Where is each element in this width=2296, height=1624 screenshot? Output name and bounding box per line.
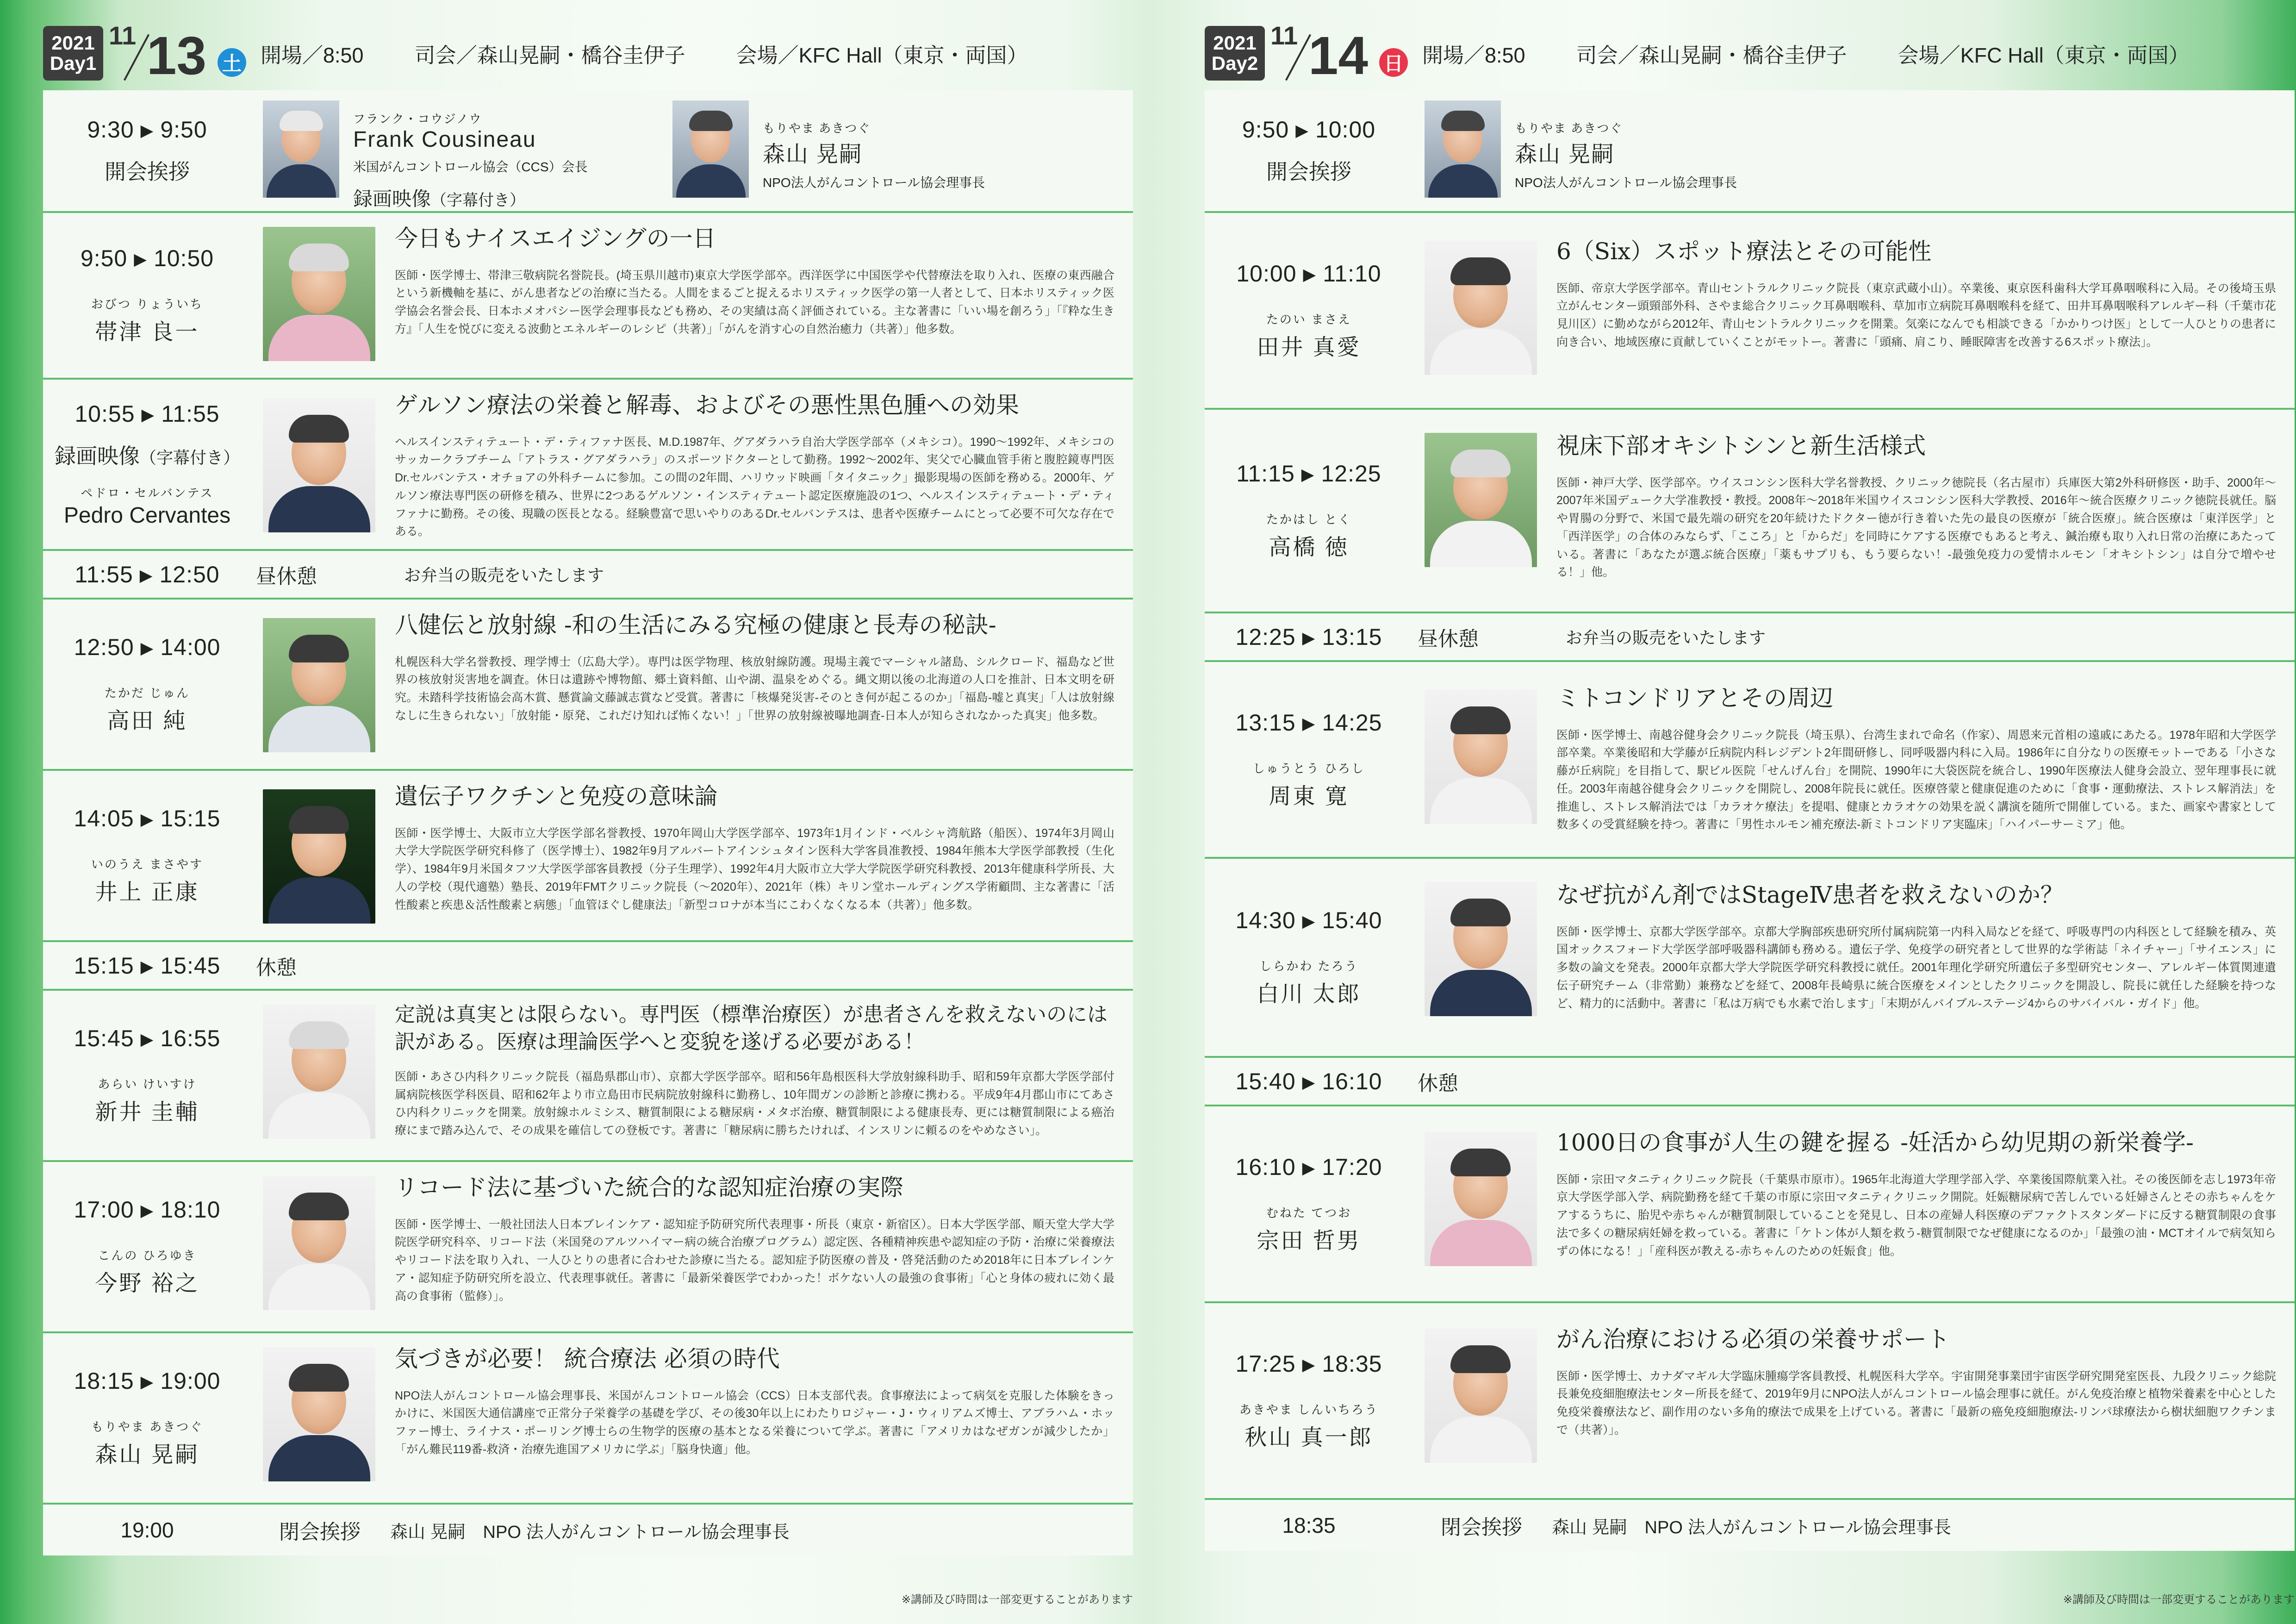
time-column bbox=[1205, 662, 1413, 857]
break-row bbox=[1205, 1058, 2295, 1106]
session-title: ミトコンドリアとその周辺 bbox=[1556, 685, 1833, 712]
break-note: お弁当の販売をいたします bbox=[1566, 628, 1766, 647]
speaker-ruby: こんの ひろゆき bbox=[98, 1249, 197, 1262]
day1-venue: 会場／KFC Hall（東京・両国） bbox=[736, 43, 1028, 67]
time-column bbox=[43, 1333, 251, 1503]
speaker-ruby: むねた てつお bbox=[1266, 1206, 1352, 1220]
speaker-name: 井上 正康 bbox=[95, 880, 199, 905]
day1-label: Day1 bbox=[50, 52, 97, 74]
speaker-photo bbox=[1425, 1329, 1537, 1463]
speaker-ruby: たかはし とく bbox=[1266, 512, 1352, 526]
closing-row bbox=[43, 1505, 1133, 1555]
time-column bbox=[1205, 1303, 1413, 1498]
break-label: 休憩 bbox=[1418, 1072, 1458, 1095]
time-range: 16:10 ▶ 17:20 bbox=[1235, 1154, 1382, 1180]
session-title: 定説は真実とは限らない。専門医（標準治療医）が患者さんを救えないのには訳がある。医療は理論医学へと変貌を遂げる必要がある！ bbox=[395, 1003, 1108, 1054]
closing-time: 19:00 bbox=[120, 1518, 174, 1542]
day2-schedule bbox=[1205, 0, 2295, 1624]
speaker-bio: 札幌医科大学名誉教授、理学博士（広島大学）。専門は医学物理、核放射線防護。現場主義でマーシャル諸島、シルクロード、福島など世界の核放射災害地を調査。休日は遺跡や博物館、郷土資料館、山や湖、温泉をめぐる。縄文期以後の北海道の人口を推計、日本文明を研究。未踏科学技術協会高木賞、懸賞論文藤誠志賞など受賞。著書に「核爆発災害-そのとき何が起こるのか」「福島-嘘と真実」「人は放射線なしに生きられない」「放射能・原発、これだけ知れば怖くない！」「世界の放射線被曝地調査-日本人が知らされなかった真実」他多数。 bbox=[395, 655, 1114, 722]
speaker-org: NPO法人がんコントロール協会理事長 bbox=[763, 175, 985, 190]
speaker-photo bbox=[263, 227, 375, 361]
change-note: ※講師及び時間は一部変更することがあります bbox=[901, 1593, 1133, 1606]
speaker-name: 今野 裕之 bbox=[95, 1271, 199, 1296]
day2-venue: 会場／KFC Hall（東京・両国） bbox=[1898, 43, 2190, 67]
time-range: 9:50 ▶ 10:50 bbox=[80, 245, 214, 271]
closing-label: 閉会挨拶 bbox=[279, 1521, 361, 1543]
session-title: 気づきが必要！ 統合療法 必須の時代 bbox=[395, 1345, 780, 1372]
day2-badge bbox=[1205, 26, 1265, 81]
speaker-bio: 医師・医学博士、京都大学医学部卒。京都大学胸部疾患研究所付属病院第一内科入局などを経て、呼吸専門の内科医として経験を積み、英国オックスフォード大学医学部呼吸器科講師も務める。遺伝子学、免疫学の研究者として世界的な学術誌「ネイチャー」「サイエンス」に多数の論文を発表。2000年京都大学大学院医学研究科教授に就任。2001年理化学研究所遺伝子多型研究センター、アレルギー体質関連遺伝子研究チーム（非常勤）兼務などを経て、2008年長崎県に統合医療をメインとしたクリニックを開設し、院長に就任した経験を持つなど、精力的に活動中。著書に「私は万病でも水素で治します」「末期がんバイブル-ステージ4からのサバイバル・ガイド」他。 bbox=[1556, 925, 2276, 1010]
session-label: 開会挨拶 bbox=[1266, 159, 1351, 184]
session-content bbox=[1556, 683, 2276, 834]
day1-header bbox=[43, 19, 1133, 88]
speaker-ruby: あらい けいすけ bbox=[98, 1077, 197, 1091]
time-range: 12:25 ▶ 13:15 bbox=[1235, 624, 1382, 650]
closing-time: 18:35 bbox=[1282, 1513, 1336, 1537]
session-content bbox=[1556, 880, 2276, 1012]
speaker-photo bbox=[263, 789, 375, 924]
day2-date bbox=[1270, 19, 1409, 88]
day1-year: 2021 bbox=[51, 31, 95, 54]
time-column bbox=[1205, 90, 1413, 211]
session-content bbox=[395, 610, 1114, 725]
speaker-name: 帯津 良一 bbox=[95, 320, 199, 344]
time-range: 12:50 ▶ 14:00 bbox=[74, 634, 221, 660]
speaker-ruby: フランク・コウジノウ bbox=[353, 112, 482, 126]
time-range: 18:15 ▶ 19:00 bbox=[74, 1368, 221, 1394]
speaker-name: 森山 晃嗣 bbox=[95, 1443, 199, 1467]
speaker-name: Frank Cousineau bbox=[353, 127, 536, 152]
day2-day: 14 bbox=[1308, 25, 1369, 86]
break-row bbox=[1205, 613, 2295, 662]
speaker-photo bbox=[1425, 1132, 1537, 1266]
speaker-photo bbox=[263, 1347, 375, 1481]
session-row bbox=[1205, 410, 2295, 613]
session-row bbox=[43, 1162, 1133, 1333]
time-column bbox=[43, 1162, 251, 1331]
day1-opening-row bbox=[43, 90, 1133, 213]
speaker-name: 森山 晃嗣 bbox=[1515, 142, 1615, 167]
time-range: 14:30 ▶ 15:40 bbox=[1235, 907, 1382, 933]
session-title: ゲルソン療法の栄養と解毒、およびその悪性黒色腫への効果 bbox=[395, 392, 1019, 418]
speaker-name: 周東 寛 bbox=[1269, 784, 1349, 809]
speaker-name: Pedro Cervantes bbox=[63, 503, 231, 528]
session-content bbox=[1556, 1127, 2276, 1260]
speaker-ruby: しゅうとう ひろし bbox=[1252, 761, 1365, 775]
break-label: 昼休憩 bbox=[1418, 627, 1479, 650]
speaker-name: 田井 真愛 bbox=[1257, 335, 1361, 360]
time-column bbox=[1205, 213, 1413, 408]
session-row bbox=[1205, 1106, 2295, 1303]
session-title: がん治療における必須の栄養サポート bbox=[1556, 1326, 1950, 1353]
speaker-ruby: もりやま あきつぐ bbox=[1515, 121, 1623, 135]
session-row bbox=[43, 213, 1133, 380]
session-row bbox=[43, 600, 1133, 771]
session-title: 1000日の食事が人生の鍵を握る -妊活から幼児期の新栄養学- bbox=[1556, 1129, 2194, 1156]
speaker-ruby: もりやま あきつぐ bbox=[91, 1420, 204, 1434]
day1-open-time: 開場／8:50 bbox=[261, 43, 364, 67]
day1-date bbox=[109, 19, 248, 88]
time-range: 13:15 ▶ 14:25 bbox=[1235, 709, 1382, 736]
speaker-ruby: いのうえ まさやす bbox=[91, 857, 204, 871]
time-range: 15:15 ▶ 15:45 bbox=[74, 952, 221, 979]
session-content bbox=[1556, 431, 2276, 581]
speaker-bio: 医師・宗田マタニティクリニック院長（千葉県市原市）。1965年北海道大学理学部入学、卒業後国際航業入社。その後医師を志し1973年帝京大学医学部入学、病院勤務を経て千葉の市原に宗田マタニティクリニック開院。妊娠糖尿病で苦しんでいる妊婦さんとその赤ちゃんをケアするうちに、胎児や赤ちゃんが糖質制限していることを発見し、日本の産婦人科医療のデファクトスタンダードに反する糖質制限の食事法で多くの糖尿病妊婦を救っている。著書に「ケトン体が人類を救う-糖質制限でなぜ健康になるのか」「最強の油・MCTオイルで病気知らずの体になる！」「産科医が教える-赤ちゃんのための妊娠食」他。 bbox=[1556, 1173, 2276, 1258]
closing-row bbox=[1205, 1500, 2295, 1551]
session-content bbox=[395, 1172, 1114, 1305]
speaker-photo bbox=[1425, 433, 1537, 567]
speaker-bio: 医師、帝京大学医学部卒。青山セントラルクリニック院長（東京武蔵小山）。卒業後、東京医科歯科大学耳鼻咽喉科に入局。その後埼玉県立がんセンター頭頸部外科、さやま総合クリニック耳鼻咽喉科、草加市立病院耳鼻咽喉科を経て、田井耳鼻咽喉科アレルギー科（千葉市花見川区）に勤めながら2012年、青山セントラルクリニックを開業。気楽になんでも相談できる「かかりつけ医」として一人ひとりの患者に向き合い、地域医療に貢献していくことがモットー。著書に「頭痛、肩こり、睡眠障害を改善する6スポット療法」。 bbox=[1556, 281, 2276, 349]
speaker-name: 森山 晃嗣 bbox=[763, 142, 863, 167]
speaker-name: 宗田 哲男 bbox=[1257, 1228, 1361, 1253]
session-title: 視床下部オキシトシンと新生活様式 bbox=[1556, 432, 1926, 459]
break-note: お弁当の販売をいたします bbox=[404, 566, 604, 585]
speaker-photo bbox=[263, 1005, 375, 1139]
break-row bbox=[43, 942, 1133, 991]
session-title: なぜ抗がん剤ではStageⅣ患者を救えないのか？ bbox=[1556, 881, 2064, 908]
time-column bbox=[1205, 1106, 1413, 1301]
speaker-bio: 医師・医学博士、南越谷健身会クリニック院長（埼玉県）、台湾生まれで命名（作家）、周恩来元首相の遠戚にあたる。1978年昭和大学医学部卒業。卒業後昭和大学藤が丘病院内科レジデント2年間研修し、同呼吸器内科に入局。1986年に自分なりの医療モットーである「小さな藤が丘病院」を目指して、駅ビル医院「せんげん台」を開院、1990年に大袋医院を統合し、1990年医療法人健身会設立、翌年理事長に就任。2003年南越谷健身会クリニックを開院し、2008年院長に就任。医療啓蒙と健康促進のために「食事・運動療法、ストレス解消法」を推進し、ストレス解消法では「カラオケ療法」を提唱、健康とカラオケの効果を説く講演を随所で開催している。また、画家や書家として数多くの受賞経験を持つ。著書に「男性ホルモン補充療法-新ミトコンドリア実臨床」「ハイパーサーミア」他。 bbox=[1556, 728, 2276, 831]
time-range: 11:55 ▶ 12:50 bbox=[75, 561, 220, 587]
speaker-org: NPO法人がんコントロール協会理事長 bbox=[1515, 175, 1737, 190]
day1-schedule bbox=[43, 0, 1133, 1624]
break-label: 昼休憩 bbox=[256, 565, 317, 588]
change-note: ※講師及び時間は一部変更することがあります bbox=[2063, 1593, 2295, 1606]
day2-year: 2021 bbox=[1213, 31, 1257, 54]
time-column bbox=[1205, 410, 1413, 612]
speaker-name: 白川 太郎 bbox=[1257, 982, 1361, 1006]
speaker-bio: NPO法人がんコントロール協会理事長、米国がんコントロール協会（CCS）日本支部代表。食事療法によって病気を克服した体験をきっかけに、米国医大通信講座で正常分子栄養学の基礎を学び、その後30年以上にわたりロジャー・J・ウィリアムズ博士、アブラハム・ホッファー博士、ライナス・ポーリング博士らの生物学的医療の基本となる栄養について学ぶ。著書に「アメリカはなぜガンが減少したか」「がん難民119番-救済・治療先進国アメリカに学ぶ」「脳身快適」他。 bbox=[395, 1389, 1114, 1456]
time-range: 17:25 ▶ 18:35 bbox=[1235, 1350, 1382, 1377]
session-content bbox=[1556, 1324, 2276, 1439]
break-row bbox=[43, 551, 1133, 600]
speaker-photo bbox=[1425, 100, 1501, 198]
time-range: 15:45 ▶ 16:55 bbox=[74, 1025, 221, 1051]
speaker-name: 新井 圭輔 bbox=[95, 1100, 199, 1124]
speaker-photo bbox=[263, 100, 339, 198]
opening-speaker bbox=[1425, 100, 1737, 198]
session-row bbox=[1205, 213, 2295, 410]
time-column bbox=[1205, 1058, 1413, 1105]
break-info bbox=[251, 551, 604, 598]
session-label: 開会挨拶 bbox=[105, 159, 190, 184]
speaker-ruby: ペドロ・セルバンテス bbox=[81, 486, 214, 500]
session-title: 遺伝子ワクチンと免疫の意味論 bbox=[395, 783, 718, 810]
time-column bbox=[43, 600, 251, 769]
time-range: 14:05 ▶ 15:15 bbox=[74, 806, 221, 831]
time-range: 10:55 ▶ 11:55 bbox=[75, 401, 220, 427]
speaker-ruby: おびつ りょういち bbox=[91, 297, 204, 311]
session-content bbox=[1556, 236, 2276, 351]
day1-month: 11 bbox=[109, 21, 137, 50]
speaker-ruby: たのい まさえ bbox=[1266, 312, 1352, 326]
session-title: 6（Six）スポット療法とその可能性 bbox=[1556, 238, 1932, 265]
closing-label: 閉会挨拶 bbox=[1441, 1516, 1522, 1539]
session-row bbox=[43, 380, 1133, 551]
day2-header bbox=[1205, 19, 2295, 88]
session-row bbox=[1205, 662, 2295, 859]
day2-opening-row bbox=[1205, 90, 2295, 213]
day1-info bbox=[261, 38, 1028, 69]
time-range: 15:40 ▶ 16:10 bbox=[1235, 1068, 1382, 1094]
speaker-bio: 医師・あさひ内科クリニック院長（福島県郡山市）、京都大学医学部卒。昭和56年島根医科大学放射線科助手、昭和59年京都大学医学部付属病院核医学科医員、昭和62年より市立島田市民病院放射線科に勤務し、10年間ガンの診断と診療に携わる。平成9年4月郡山市にてあさひ内科クリニックを開業。放射線ホルミシス、糖質制限による糖尿病・メタボ治療、糖質制限による健康長寿、更には糖質制限による癌治療にまで踏み込んで、その成果を確信しての登板です。著書に「糖尿病に勝ちたければ、インスリンに頼るのをやめなさい」。 bbox=[395, 1070, 1114, 1137]
day1-badge bbox=[43, 26, 103, 81]
speaker-photo bbox=[1425, 690, 1537, 824]
day1-timetable bbox=[43, 90, 1133, 1555]
time-column bbox=[43, 942, 251, 989]
day1-weekday-badge: 土 bbox=[218, 48, 246, 77]
closing-speaker: 森山 晃嗣 NPO 法人がんコントロール協会理事長 bbox=[390, 1522, 790, 1542]
time-column bbox=[43, 90, 251, 211]
speaker-name: 高橋 徳 bbox=[1269, 535, 1349, 560]
break-info bbox=[1413, 1058, 1566, 1105]
session-content bbox=[395, 1001, 1114, 1140]
session-title: リコード法に基づいた統合的な認知症治療の実際 bbox=[395, 1174, 903, 1201]
speaker-bio: 医師・医学博士、一般社団法人日本ブレインケア・認知症予防研究所代表理事・所長（東京・新宿区）。日本大学医学部、順天堂大学大学院医学研究科卒、リコード法（米国発のアルツハイマー病の統合治療プログラム）認定医、各種精神疾患や認知症の予防・治療に栄養療法やリコード法を取り入れ、一人ひとりの患者に合わせた診療に当たる。認知症予防医療の普及・啓発活動のため2018年に日本ブレインケア・認知症予防研究所を設立、代表理事就任。著書に「最新栄養医学でわかった！ボケない人の最強の食事術」「心と身体の疲れに効く最高の食事術（監修）」。 bbox=[395, 1218, 1114, 1303]
speaker-bio: 医師・医学博士、カナダマギル大学臨床腫瘍学客員教授、札幌医科大学卒。宇宙開発事業団宇宙医学研究開発室医長、九段クリニック総院長兼免疫細胞療法センター所長を経て、2019年9月にNPO法人がんコントロール協会理事に就任。がん免疫治療と植物栄養素を中心とした免疫栄養療法など、副作用のない多角的療法で成果を上げている。著書に「最新の癌免疫細胞療法-リンパ球療法から樹状細胞ワクチンまで（共著）」。 bbox=[1556, 1369, 2276, 1437]
time-range: 9:30 ▶ 9:50 bbox=[87, 116, 207, 143]
session-row bbox=[1205, 859, 2295, 1058]
speaker-photo bbox=[263, 1176, 375, 1310]
day1-day: 13 bbox=[147, 25, 207, 86]
speaker-bio: ヘルスインスティテュート・デ・ティファナ医長、M.D.1987年、グアダラハラ自治大学医学部卒（メキシコ）。1990〜1992年、メキシコのサッカークラブチーム「アトラス・グアダラハラ」のスポーツドクターとして勤務。1992〜2002年、実父で心臓血管手術と腹腔鏡専門医Dr.セルバンテス・オチョアの外科チームに参加。この間の2年間、ハリウッド映画「タイタニック」撮影現場の医師を務める。2000年、ゲルソン療法専門医の研修を積み、世界に2つあるゲルソン・インスティテュート認定医療施設の1つ、ヘルスインスティテュート・デ・ティファナに勤務。その後、現職の医長となる。経験豊富で思いやりのあるDr.セルバンテスは、患者や医療チームにとって必要不可欠な存在である。 bbox=[395, 435, 1114, 538]
time-range: 9:50 ▶ 10:00 bbox=[1242, 116, 1376, 143]
closing-speaker: 森山 晃嗣 NPO 法人がんコントロール協会理事長 bbox=[1552, 1518, 1951, 1537]
speaker-name: 高田 純 bbox=[107, 709, 187, 733]
time-column bbox=[43, 551, 251, 598]
session-content bbox=[395, 781, 1114, 914]
time-column bbox=[43, 213, 251, 378]
speaker-photo bbox=[263, 398, 375, 532]
break-label: 休憩 bbox=[256, 956, 297, 979]
video-label: 録画映像（字幕付き） bbox=[353, 188, 526, 210]
speaker-photo bbox=[672, 100, 749, 198]
speaker-bio: 医師・医学博士、大阪市立大学医学部名誉教授、1970年岡山大学医学部卒、1973年1月インド・ベルシャ湾航路（船医）、1974年3月岡山大学大学院医学研究科修了（医学博士）、1982年9月アルバートアインシュタイン医科大学客員准教授、1984年熊本大学医学部教授（生化学）、1984年9月米国タフツ大学医学部客員教授（分子生理学）、1992年4月大阪市立大学大学院医学研究科教授、2013年健康科学所長、大人の学校（現代適塾）塾長、2019年FMTクリニック院長（〜2020年）、2021年（株）キリン堂ホールディングス学術顧問、主な著書に「活性酸素と疾患＆活性酸素と病態」「血管ほぐし健康法」「新型コロナが本当にこわくなくなる本（共著）」他多数。 bbox=[395, 826, 1114, 912]
session-content bbox=[395, 1343, 1114, 1459]
session-row bbox=[43, 1333, 1133, 1505]
session-row bbox=[43, 991, 1133, 1162]
session-title: 八健伝と放射線 -和の生活にみる究極の健康と長寿の秘訣- bbox=[395, 612, 996, 638]
day2-info bbox=[1422, 38, 2190, 69]
session-row bbox=[1205, 1303, 2295, 1500]
time-range: 11:15 ▶ 12:25 bbox=[1236, 461, 1381, 487]
speaker-ruby: もりやま あきつぐ bbox=[763, 121, 871, 135]
speaker-photo bbox=[263, 618, 375, 752]
time-column bbox=[43, 991, 251, 1160]
day2-timetable bbox=[1205, 90, 2295, 1551]
session-content bbox=[395, 390, 1114, 541]
speaker-bio: 医師・医学博士、帯津三敬病院名誉院長。(埼玉県川越市)東京大学医学部卒。西洋医学に中国医学や代替療法を取り入れ、医療の東西融合という新機軸を基に、がん患者などの治療に当たる。人間をまるごと捉えるホリスティック医学の第一人者として、日本ホリスティック医学協会名誉会長、日本ホメオパシー医学会理事長なども務め、その実績は高く評価されている。主な著書に「いい場を創ろう」「『粋な生き方』「人生を悦びに変える波動とエネルギーのレシピ（共著）」「がんを消す心の自然治癒力（共著）」他多数。 bbox=[395, 269, 1114, 336]
day2-label: Day2 bbox=[1211, 52, 1258, 74]
speaker-bio: 医師・神戸大学、医学部卒。ウイスコンシン医科大学名誉教授、クリニック徳院長（名古屋市）兵庫医大第2外科研修医・助手、2000年〜2007年米国デューク大学准教授・教授。2008年〜2018年米国ウイスコンシン医科大学教授、2016年〜統合医療クリニック徳院長就任。脳や胃腸の分野で、米国で最先端の研究を20年続けたドクター徳が行き着いた先の最良の医療が「統合医療」。統合医療は「東洋医学」と「西洋医学」の合体のみならず、「こころ」と「からだ」を同時にケアする医療でもあると考え、鍼治療も取り入れ日常の治療にあたっている。著書に「あなたが選ぶ統合医療」「薬もサプリも、もう要らない！-最強免疫力の愛情ホルモン「オキシトシン」は自分で増やせる！」他。 bbox=[1556, 476, 2276, 579]
speaker-ruby: しらかわ たろう bbox=[1259, 959, 1358, 973]
day2-open-time: 開場／8:50 bbox=[1422, 43, 1525, 67]
day2-weekday-badge: 日 bbox=[1379, 48, 1408, 77]
speaker-org: 米国がんコントロール協会（CCS）会長 bbox=[353, 160, 588, 174]
time-column bbox=[1205, 613, 1413, 660]
time-range: 10:00 ▶ 11:10 bbox=[1236, 260, 1381, 287]
session-row bbox=[43, 771, 1133, 942]
time-column bbox=[43, 380, 251, 549]
time-column bbox=[1205, 859, 1413, 1056]
time-column bbox=[43, 771, 251, 940]
speaker-photo bbox=[1425, 241, 1537, 375]
speaker-ruby: たかだ じゅん bbox=[104, 686, 190, 700]
session-content bbox=[395, 223, 1114, 338]
speaker-ruby: あきやま しんいちろう bbox=[1239, 1402, 1379, 1417]
closing-info bbox=[1205, 1500, 2295, 1551]
day2-month: 11 bbox=[1270, 21, 1298, 50]
opening-speaker-2 bbox=[672, 100, 985, 198]
speaker-photo bbox=[1425, 882, 1537, 1016]
opening-speaker-1 bbox=[263, 100, 588, 212]
video-label: 録画映像（字幕付き） bbox=[54, 444, 240, 468]
break-info bbox=[251, 942, 404, 989]
speaker-name: 秋山 真一郎 bbox=[1244, 1425, 1373, 1450]
closing-info bbox=[43, 1505, 1133, 1555]
day1-mc: 司会／森山晃嗣・橋谷圭伊子 bbox=[414, 43, 685, 67]
time-range: 17:00 ▶ 18:10 bbox=[74, 1197, 221, 1223]
break-info bbox=[1413, 613, 1766, 660]
session-title: 今日もナイスエイジングの一日 bbox=[395, 225, 716, 252]
day2-mc: 司会／森山晃嗣・橋谷圭伊子 bbox=[1576, 43, 1847, 67]
